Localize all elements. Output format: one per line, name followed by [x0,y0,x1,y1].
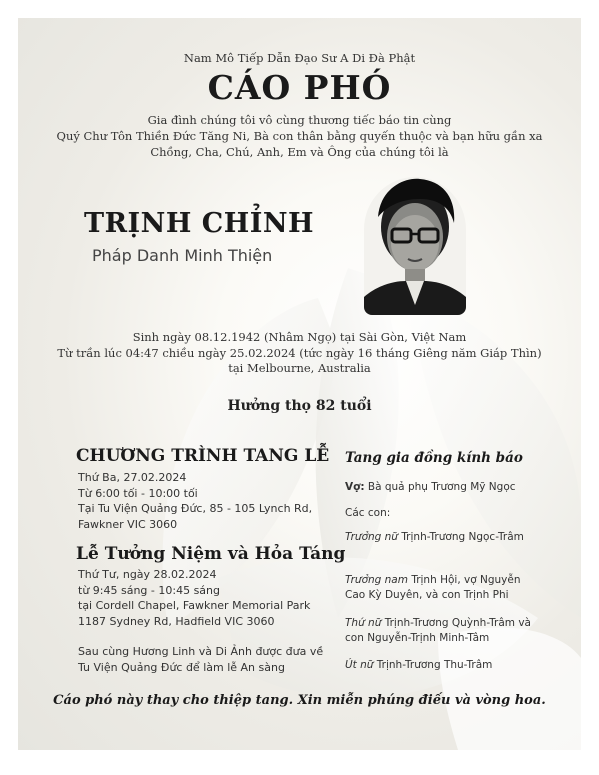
memorial-line: từ 9:45 sáng - 10:45 sáng [78,583,220,597]
intro-line: Quý Chư Tôn Thiền Đức Tăng Ni, Bà con thân bằng quyến thuộc và bạn hữu gần xa [56,129,543,143]
page-title: CÁO PHÓ [207,68,392,107]
child-names: Trịnh-Trương Quỳnh-Trâm và con Nguyễn-Trịnh Minh-Tâm [345,617,531,644]
children-label: Các con: [345,507,391,519]
intro-text [18,112,581,160]
deceased-name: TRỊNH CHỈNH [84,208,315,239]
funeral-program-details [78,470,312,532]
obituary-card [18,18,581,750]
age-at-death: Hưởng thọ 82 tuổi [227,398,372,414]
child-names: Trịnh Hội, vợ Nguyễn Cao Kỳ Duyên, và con Trịnh Phi [345,574,521,601]
intro-line: Chồng, Cha, Chú, Anh, Em và Ông của chúng tôi là [150,145,449,159]
child-entry [345,573,540,603]
program-line: Tại Tu Viện Quảng Đức, 85 - 105 Lynch Rd, [78,502,313,515]
wife-label: Vợ: [345,481,365,493]
memorial-line: tại Cordell Chapel, Fawkner Memorial Park [78,599,311,612]
portrait-photo [364,177,466,315]
family-announcement-title: Tang gia đồng kính báo [345,450,523,466]
child-names: Trịnh-Trương Thu-Trâm [376,659,493,671]
funeral-program-title: CHƯƠNG TRÌNH TANG LỄ [76,446,330,466]
child-role: Trưởng nam [345,574,408,586]
memorial-details [78,567,310,629]
birth-death-details [18,330,581,377]
footer-note: Cáo phó này thay cho thiệp tang. Xin miễn phúng điếu và vòng hoa. [53,693,546,708]
memorial-title: Lễ Tưởng Niệm và Hỏa Táng [76,544,346,564]
program-line: Fawkner VIC 3060 [78,517,178,531]
child-entry [345,658,540,673]
intro-line: Gia đình chúng tôi vô cùng thương tiếc báo tin cùng [147,113,452,127]
closing-line: Sau cùng Hương Linh và Di Ảnh được đưa về [78,645,324,658]
wife-name: Bà quả phụ Trương Mỹ Ngọc [367,481,516,493]
program-line: Thứ Ba, 27.02.2024 [78,471,187,484]
program-line: Từ 6:00 tối - 10:00 tối [78,486,198,500]
bio-line: tại Melbourne, Australia [228,361,371,375]
memorial-line: Thứ Tư, ngày 28.02.2024 [78,568,217,581]
closing-line: Tu Viện Quảng Đức để làm lễ An sàng [78,660,285,674]
child-role: Thứ nữ [345,617,382,629]
child-names: Trịnh-Trương Ngọc-Trâm [401,531,524,543]
child-role: Út nữ [345,659,374,671]
bio-line: Từ trần lúc 04:47 chiều ngày 25.02.2024 (tức ngày 16 tháng Giêng năm Giáp Thìn) [57,345,542,360]
child-entry [345,616,540,646]
child-role: Trưởng nữ [345,531,398,543]
bio-line: Sinh ngày 08.12.1942 (Nhâm Ngọ) tại Sài Gòn, Việt Nam [132,330,467,344]
wife-entry [345,480,540,495]
dharma-name: Pháp Danh Minh Thiện [92,246,273,265]
closing-note [78,644,323,675]
memorial-line: 1187 Sydney Rd, Hadfield VIC 3060 [78,614,275,628]
child-entry [345,530,540,545]
buddhist-invocation: Nam Mô Tiếp Dẫn Đạo Sư A Di Đà Phật [183,51,416,65]
